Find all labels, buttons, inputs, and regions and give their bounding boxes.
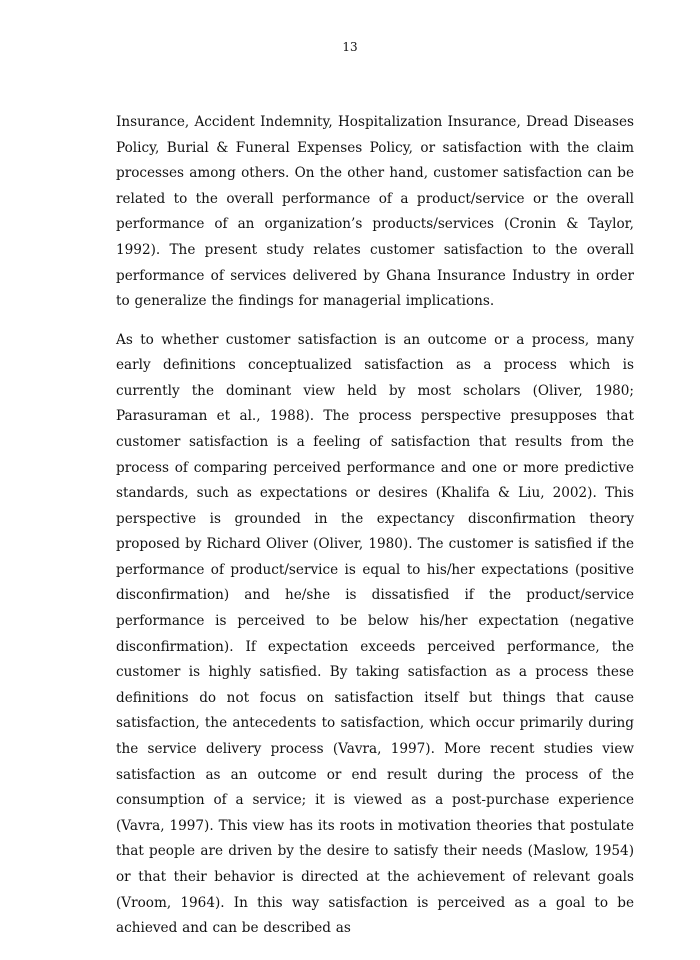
page-number: 13 [342, 40, 358, 54]
body-text [116, 110, 634, 942]
paragraph-insurance-products: Insurance, Accident Indemnity, Hospitalization Insurance, Dread Diseases Policy, Burial & Funeral Expenses Policy, or satisfaction with the claim processes among others. On the other hand, customer satisfaction can be related to the overall performance of a product/service or the overall performance of an organization’s products/services (Cronin & Taylor, 1992). The present study relates customer satisfaction to the overall performance of services delivered by Ghana Insurance Industry in order to generalize the findings for managerial implications. [116, 114, 634, 310]
paragraph-satisfaction-process: As to whether customer satisfaction is an outcome or a process, many early definitions conceptualized satisfaction as a process which is currently the dominant view held by most scholars (Oliver, 1980; Parasuraman et al., 1988). The process perspective presupposes that customer satisfaction is a feeling of satisfaction that results from the process of comparing perceived performance and one or more predictive standards, such as expectations or desires (Khalifa & Liu, 2002). This perspective is grounded in the expectancy disconfirmation theory proposed by Richard Oliver (Oliver, 1980). The customer is satisfied if the performance of product/service is equal to his/her expectations (positive disconfirmation) and he/she is dissatisfied if the product/service performance is perceived to be below his/her expectation (negative disconfirmation). If expectation exceeds perceived performance, the customer is highly satisfied. By taking satisfaction as a process these definitions do not focus on satisfaction itself but things that cause satisfaction, the antecedents to satisfaction, which occur primarily during the service delivery process (Vavra, 1997). More recent studies view satisfaction as an outcome or end result during the process of the consumption of a service; it is viewed as a post-purchase experience (Vavra, 1997). This view has its roots in motivation theories that postulate that people are driven by the desire to satisfy their needs (Maslow, 1954) or that their behavior is directed at the achievement of relevant goals (Vroom, 1964). In this way satisfaction is perceived as a goal to be achieved and can be described as [116, 331, 634, 937]
